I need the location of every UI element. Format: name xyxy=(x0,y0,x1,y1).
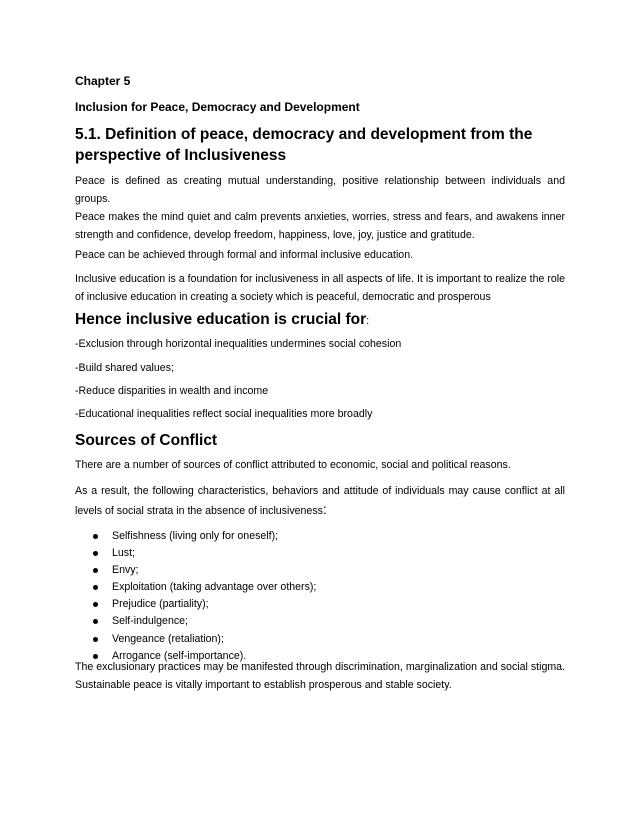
list-item-text: Self-indulgence; xyxy=(112,615,188,628)
list-item-text: Arrogance (self-importance). xyxy=(112,649,247,662)
list-item xyxy=(75,545,316,562)
section-heading: 5.1. Definition of peace, democracy and development from the perspective of Inclusiveness xyxy=(75,126,533,164)
conflict-intro: There are a number of sources of conflict attributed to economic, social and political reasons. xyxy=(75,459,511,471)
crucial-heading-text: Hence inclusive education is crucial for xyxy=(75,311,367,328)
bullet-icon xyxy=(93,602,98,607)
list-item xyxy=(75,596,316,613)
paragraph-inclusive-education: Inclusive education is a foundation for inclusiveness in all aspects of life. It is important to realize the role of inclusive education in creating a society which is peaceful, democratic and prosperous xyxy=(75,273,565,303)
conflict-heading: Sources of Conflict xyxy=(75,432,218,449)
bullet-icon xyxy=(93,585,98,590)
closing-paragraph: The exclusionary practices may be manifested through discrimination, marginalization and social stigma. Sustainable peace is vitally important to establish prosperous and stable society. xyxy=(75,661,565,691)
bullet-icon xyxy=(93,619,98,624)
bullet-icon xyxy=(93,551,98,556)
list-item xyxy=(75,579,316,596)
crucial-item: -Build shared values; xyxy=(75,362,174,374)
list-item-text: Selfishness (living only for oneself); xyxy=(112,530,279,542)
bullet-icon xyxy=(93,637,98,642)
chapter-subtitle: Inclusion for Peace, Democracy and Development xyxy=(75,100,360,114)
list-item-text: Exploitation (taking advantage over others); xyxy=(112,581,317,594)
list-item-text: Vengeance (retaliation); xyxy=(112,632,224,645)
list-item xyxy=(75,631,316,648)
conflict-lead-text: As a result, the following characteristics, behaviors and attitude of individuals may cause conflict at all levels of social strata in the absence of inclusiveness xyxy=(75,485,565,517)
crucial-item: -Exclusion through horizontal inequalities undermines social cohesion xyxy=(75,338,402,350)
crucial-heading xyxy=(75,311,369,329)
list-item xyxy=(75,613,316,630)
bullet-icon xyxy=(93,534,98,539)
chapter-label: Chapter 5 xyxy=(75,74,131,88)
list-item xyxy=(75,528,316,545)
crucial-item: -Educational inequalities reflect social inequalities more broadly xyxy=(75,408,373,420)
paragraph-peace-definition: Peace is defined as creating mutual understanding, positive relationship between individuals and groups. xyxy=(75,175,565,205)
bullet-icon xyxy=(93,568,98,573)
paragraph-peace-achieved: Peace can be achieved through formal and informal inclusive education. xyxy=(75,249,414,261)
list-item-text: Lust; xyxy=(112,547,135,560)
list-item xyxy=(75,562,316,579)
crucial-item: -Reduce disparities in wealth and income xyxy=(75,385,269,397)
conflict-bullet-list xyxy=(75,528,316,665)
conflict-lead xyxy=(75,482,565,520)
list-item-text: Envy; xyxy=(112,564,139,577)
conflict-lead-colon: : xyxy=(322,501,327,517)
paragraph-peace-effects: Peace makes the mind quiet and calm prevents anxieties, worries, stress and fears, and awakens inner strength and confidence, develop freedom, happiness, love, joy, justice and gratitude. xyxy=(75,211,565,241)
crucial-heading-colon: : xyxy=(366,315,370,327)
list-item-text: Prejudice (partiality); xyxy=(112,598,209,611)
